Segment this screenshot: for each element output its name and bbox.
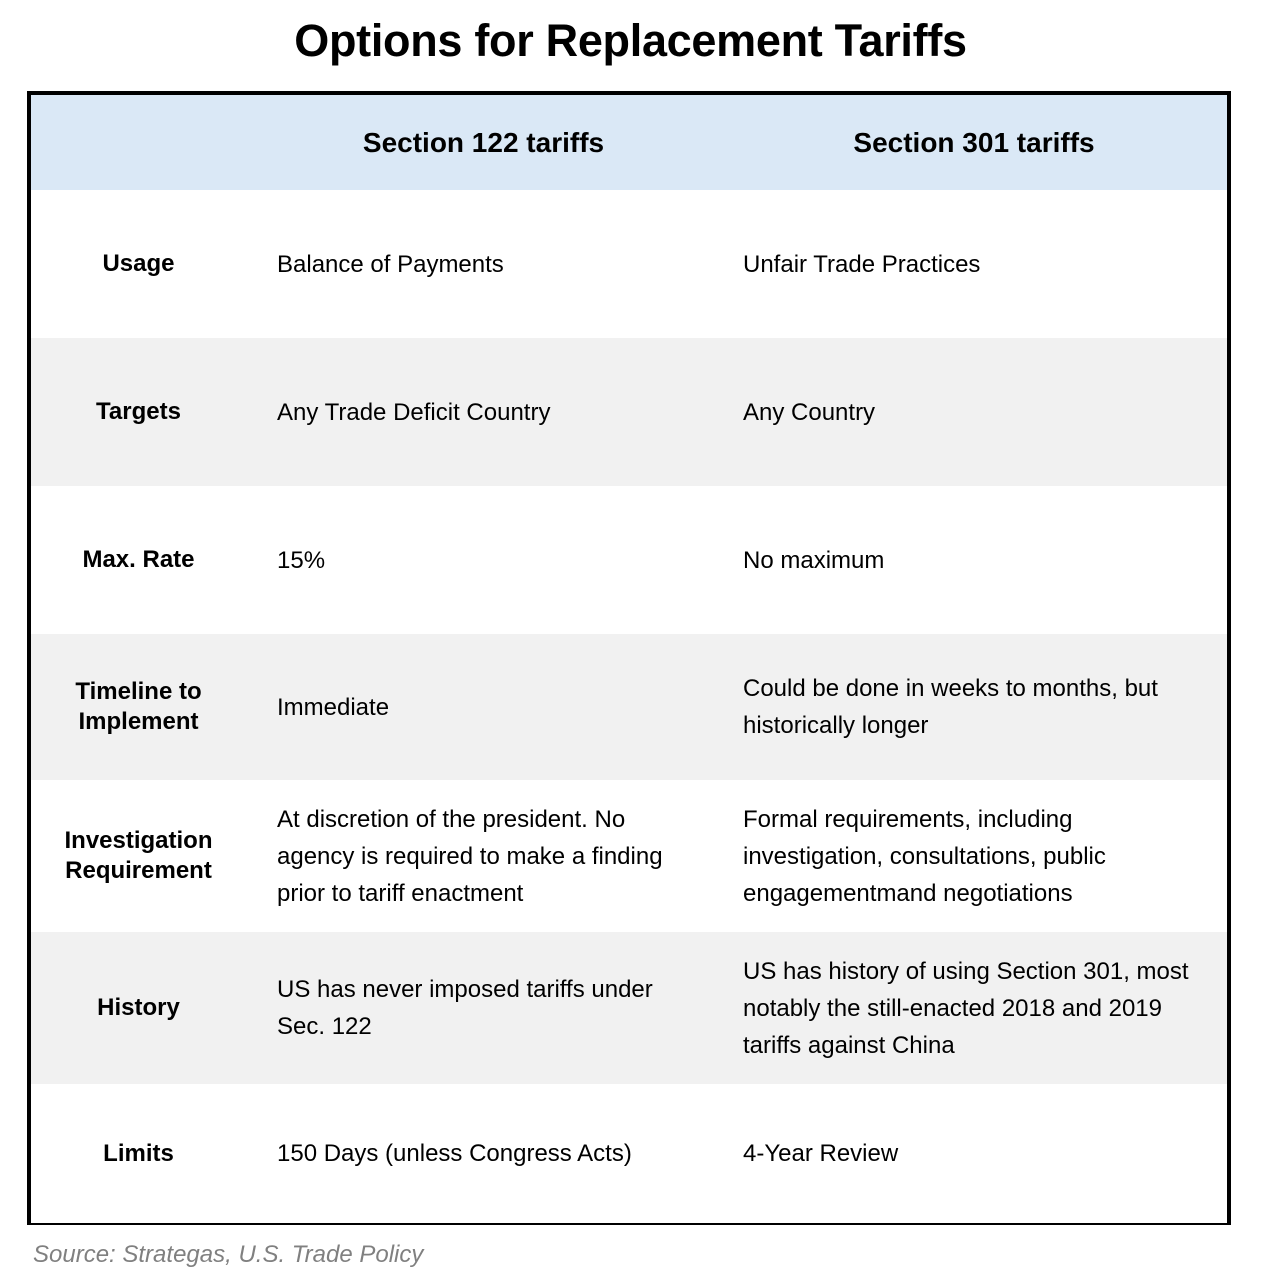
table-row xyxy=(31,932,1227,1084)
column-header-attribute xyxy=(31,95,246,190)
cell-investigation-section-122: At discretion of the president. No agency is required to make a finding prior to tariff enactment xyxy=(246,780,721,932)
table-row xyxy=(31,780,1227,932)
table-header xyxy=(31,95,1227,190)
cell-history-section-122: US has never imposed tariffs under Sec. 122 xyxy=(246,932,721,1084)
column-header-section-301: Section 301 tariffs xyxy=(721,95,1227,190)
column-header-section-122: Section 122 tariffs xyxy=(246,95,721,190)
cell-investigation-section-301: Formal requirements, including investigation, consultations, public engagementmand negotiations xyxy=(721,780,1227,932)
row-label-timeline-to-implement: Timeline to Implement xyxy=(31,634,246,780)
cell-targets-section-301: Any Country xyxy=(721,338,1227,486)
page-title: Options for Replacement Tariffs xyxy=(294,15,967,66)
source-note: Source: Strategas, U.S. Trade Policy xyxy=(33,1241,424,1268)
cell-limits-section-122: 150 Days (unless Congress Acts) xyxy=(246,1084,721,1223)
table-body xyxy=(31,190,1227,1223)
cell-targets-section-122: Any Trade Deficit Country xyxy=(246,338,721,486)
cell-timeline-section-122: Immediate xyxy=(246,634,721,780)
table-row xyxy=(31,634,1227,780)
row-label-history: History xyxy=(31,932,246,1084)
comparison-table-container xyxy=(27,91,1231,1225)
cell-max-rate-section-122: 15% xyxy=(246,486,721,634)
table-row xyxy=(31,190,1227,338)
table-row xyxy=(31,486,1227,634)
row-label-targets: Targets xyxy=(31,338,246,486)
table-row xyxy=(31,1084,1227,1223)
cell-timeline-section-301: Could be done in weeks to months, but historically longer xyxy=(721,634,1227,780)
table-header-row xyxy=(31,95,1227,190)
cell-usage-section-122: Balance of Payments xyxy=(246,190,721,338)
row-label-usage: Usage xyxy=(31,190,246,338)
row-label-max-rate: Max. Rate xyxy=(31,486,246,634)
row-label-investigation-requirement: Investigation Requirement xyxy=(31,780,246,932)
cell-limits-section-301: 4-Year Review xyxy=(721,1084,1227,1223)
cell-usage-section-301: Unfair Trade Practices xyxy=(721,190,1227,338)
cell-history-section-301: US has history of using Section 301, most notably the still-enacted 2018 and 2019 tariffs against China xyxy=(721,932,1227,1084)
table-row xyxy=(31,338,1227,486)
cell-max-rate-section-301: No maximum xyxy=(721,486,1227,634)
comparison-table xyxy=(31,95,1227,1223)
row-label-limits: Limits xyxy=(31,1084,246,1223)
